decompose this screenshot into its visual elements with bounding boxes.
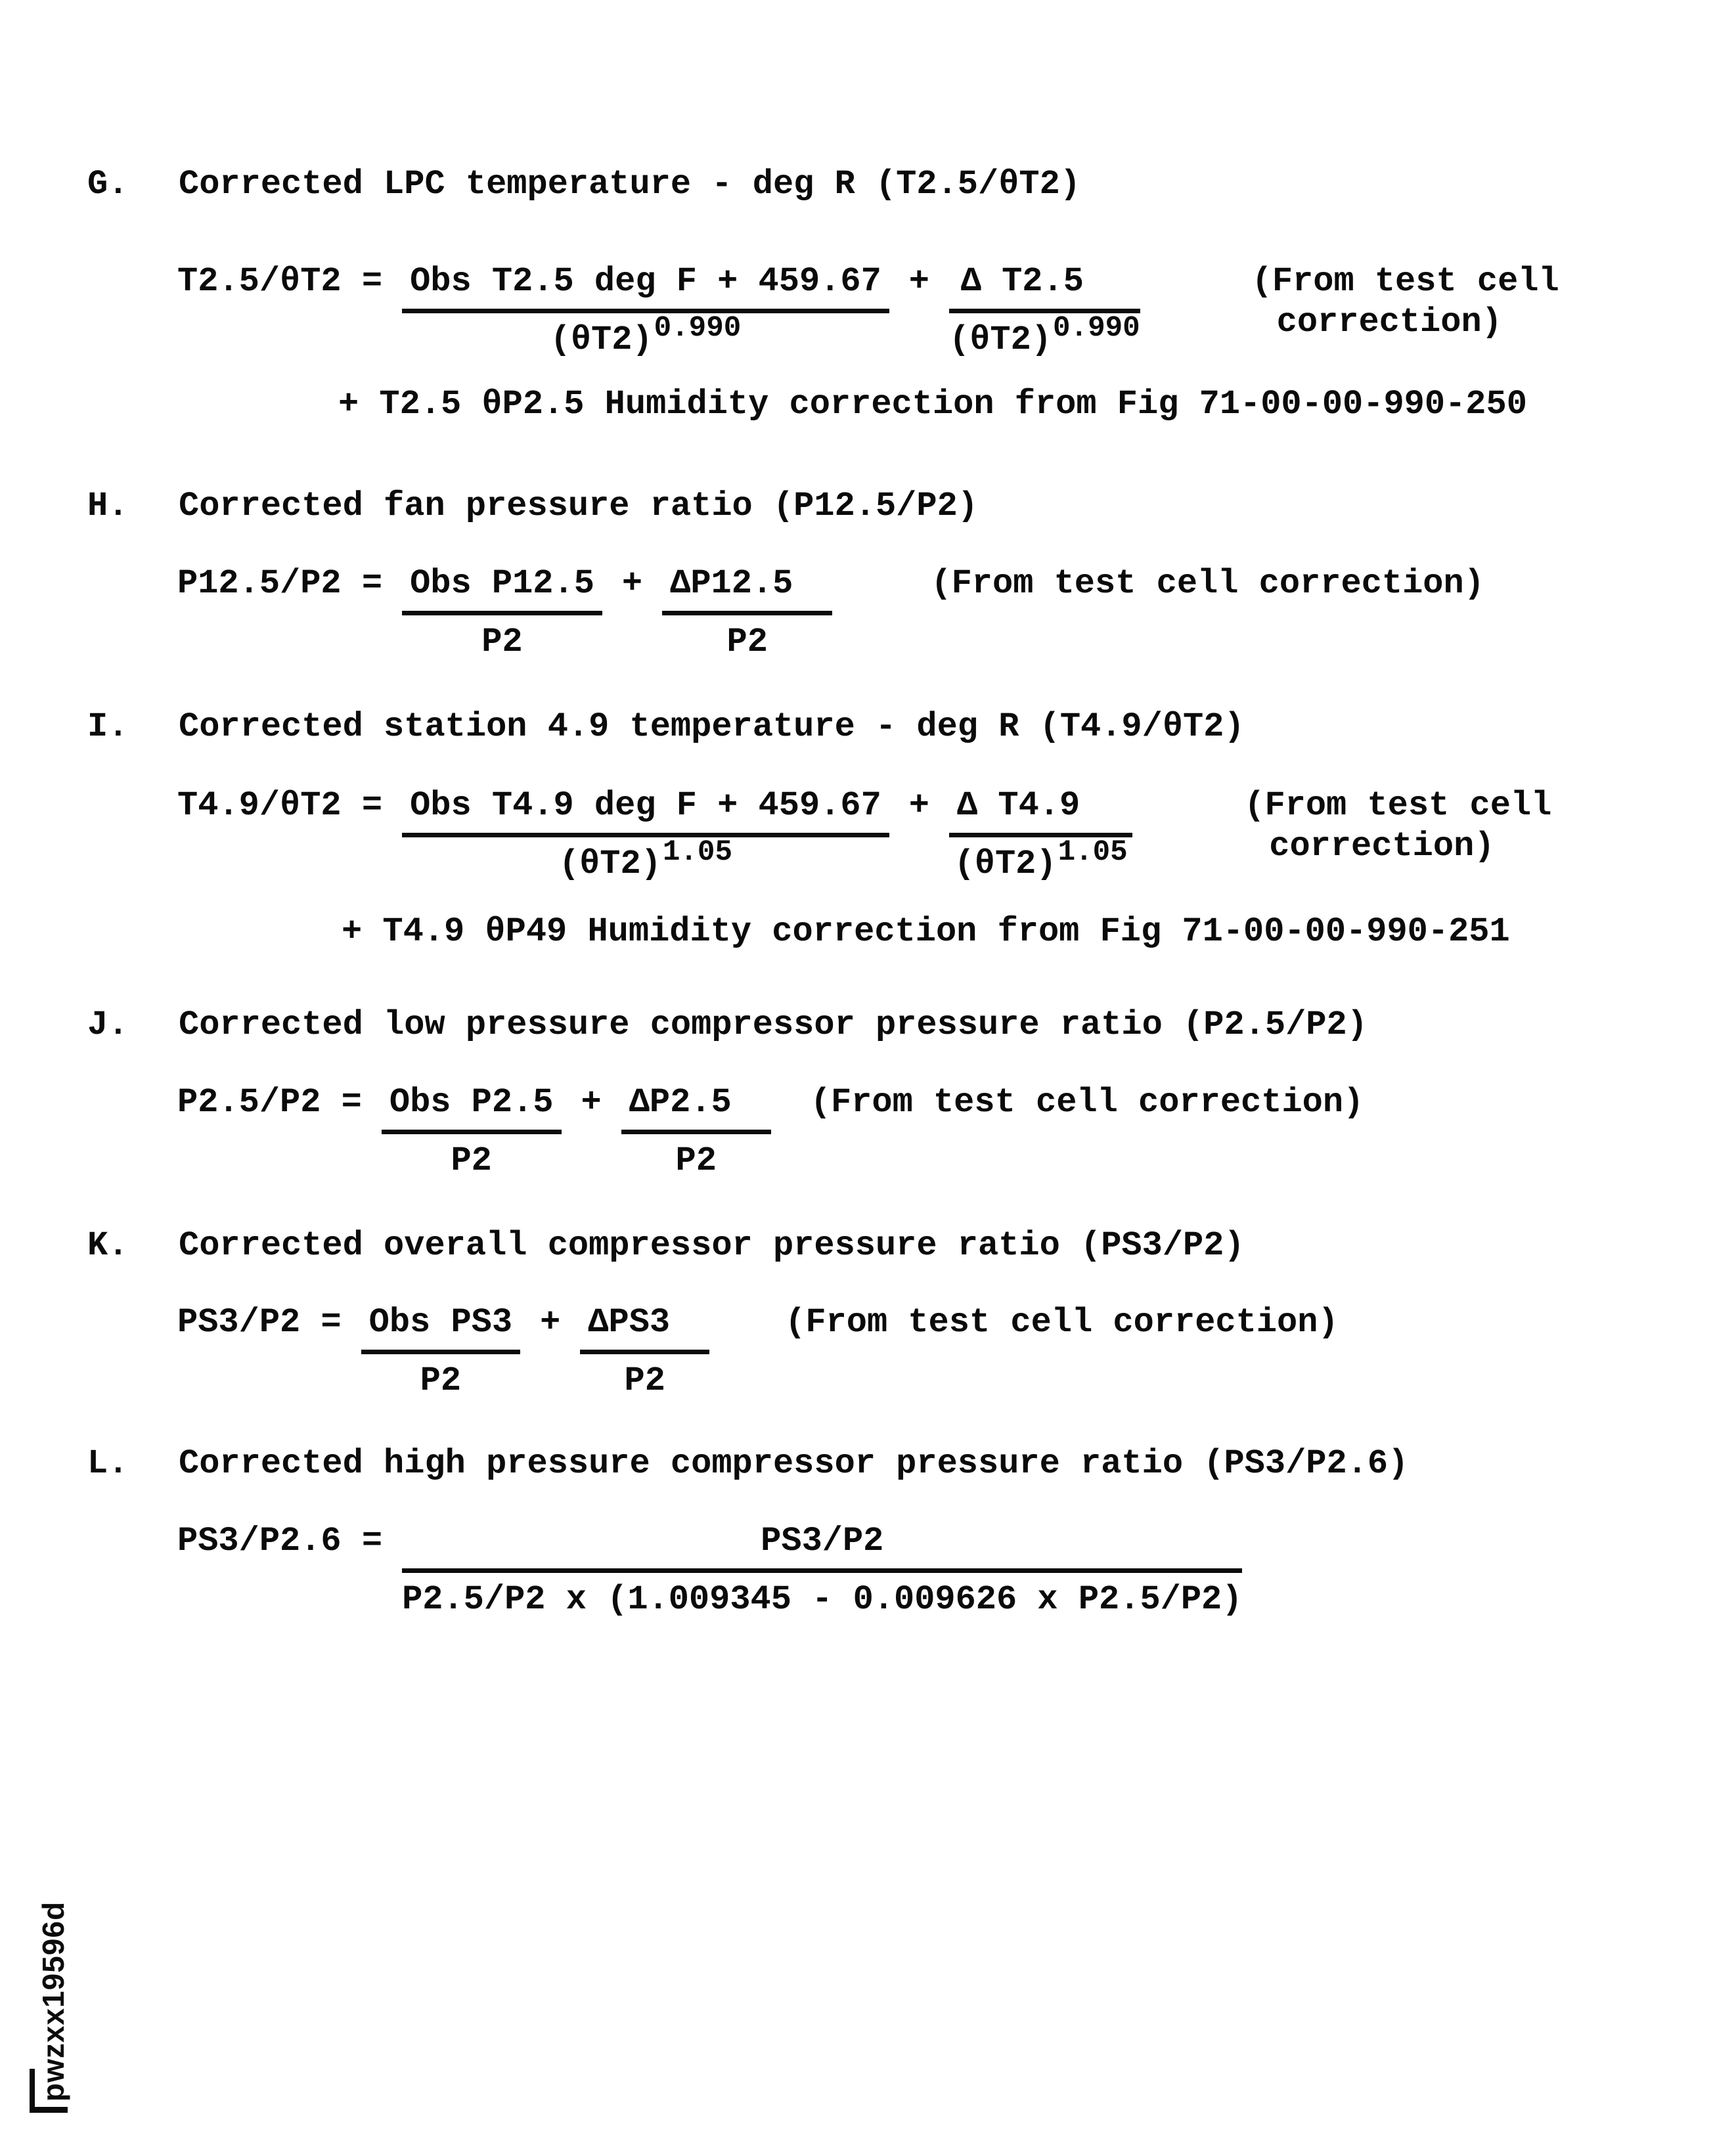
section-j-heading	[87, 1005, 1368, 1046]
section-i-title: Corrected station 4.9 temperature - deg R (T4.9/θT2)	[179, 707, 1245, 746]
fraction-numerator: ΔP2.5	[621, 1082, 771, 1134]
formula-note: (From test cell correction)	[931, 564, 1484, 603]
fraction	[580, 1302, 709, 1402]
fraction-denominator: P2.5/P2 x (1.009345 - 0.009626 x P2.5/P2)	[402, 1580, 1243, 1619]
fraction	[402, 563, 602, 663]
section-h-title: Corrected fan pressure ratio (P12.5/P2)	[179, 487, 978, 525]
fraction	[382, 1082, 562, 1182]
section-k-title: Corrected overall compressor pressure ratio (PS3/P2)	[179, 1226, 1245, 1265]
formula-note: (From test cell correction)	[810, 1083, 1364, 1122]
denominator-exponent: 1.05	[662, 836, 732, 870]
section-k-formula	[177, 1302, 1339, 1402]
section-i-humidity-note: + T4.9 θP49 Humidity correction from Fig 71-00-00-990-251	[342, 912, 1510, 951]
fraction-denominator: P2	[481, 623, 523, 661]
section-i-formula	[177, 785, 1551, 886]
fraction	[402, 261, 889, 362]
note-line-2: correction)	[1269, 827, 1495, 866]
section-l-heading	[87, 1444, 1408, 1484]
plus-operator: +	[540, 1303, 561, 1342]
fraction-denominator: P2	[420, 1361, 462, 1400]
formula-lhs: PS3/P2.6 =	[177, 1522, 383, 1560]
fraction	[662, 563, 832, 663]
section-h-heading	[87, 486, 978, 527]
fraction-numerator: Obs P12.5	[402, 563, 602, 615]
denominator-base: (θT2)	[558, 845, 661, 883]
section-k-heading	[87, 1226, 1245, 1266]
note-line-2: correction)	[1276, 303, 1502, 342]
section-i-heading	[87, 707, 1245, 747]
fraction-denominator: P2	[451, 1141, 492, 1180]
fraction-denominator	[949, 312, 1140, 362]
section-g-heading	[87, 164, 1080, 205]
section-j-letter: J.	[87, 1005, 129, 1044]
section-j-formula	[177, 1082, 1364, 1182]
section-k-letter: K.	[87, 1226, 129, 1265]
plus-operator: +	[908, 262, 929, 301]
section-l-title: Corrected high pressure compressor pressure ratio (PS3/P2.6)	[179, 1444, 1409, 1483]
denominator-exponent: 1.05	[1057, 836, 1128, 870]
fraction-denominator	[402, 836, 889, 886]
note-line-1: (From test cell	[1251, 262, 1559, 301]
plus-operator: +	[581, 1083, 602, 1122]
denominator-base: (θT2)	[954, 845, 1057, 883]
fraction-denominator	[402, 312, 889, 362]
section-g-letter: G.	[87, 165, 129, 204]
section-g-humidity-note: + T2.5 θP2.5 Humidity correction from Fig 71-00-00-990-250	[338, 385, 1527, 424]
note-line-1: (From test cell	[1244, 786, 1552, 825]
denominator-base: (θT2)	[949, 320, 1052, 359]
fraction-numerator: ΔP12.5	[662, 563, 832, 615]
plus-operator: +	[621, 564, 643, 603]
formula-lhs: P2.5/P2 =	[177, 1083, 362, 1122]
fraction-numerator: Obs T2.5 deg F + 459.67	[402, 261, 889, 313]
formula-note: (From test cell correction)	[785, 1303, 1339, 1342]
scan-code-watermark: pwzxx19596d	[36, 1901, 70, 2102]
formula-lhs: T2.5/θT2 =	[177, 262, 383, 301]
section-l-formula	[177, 1521, 1242, 1620]
fraction-numerator: Δ T2.5	[949, 261, 1140, 313]
fraction-denominator: P2	[726, 623, 768, 661]
fraction-numerator: Obs P2.5	[382, 1082, 562, 1134]
fraction-numerator: ΔPS3	[580, 1302, 709, 1354]
denominator-base: (θT2)	[550, 320, 653, 359]
formula-lhs: T4.9/θT2 =	[177, 786, 383, 825]
fraction-numerator: PS3/P2	[402, 1521, 1242, 1573]
fraction-numerator: Obs PS3	[361, 1302, 520, 1354]
formula-lhs: P12.5/P2 =	[177, 564, 383, 603]
formula-note	[1244, 785, 1551, 867]
fraction	[949, 785, 1132, 886]
fraction	[402, 1521, 1242, 1620]
fraction-denominator	[949, 836, 1132, 886]
section-l-letter: L.	[87, 1444, 129, 1483]
fraction	[361, 1302, 520, 1402]
plus-operator: +	[908, 786, 929, 825]
denominator-exponent: 0.990	[1053, 312, 1140, 345]
denominator-exponent: 0.990	[654, 312, 742, 345]
fraction-numerator: Δ T4.9	[949, 785, 1132, 837]
section-h-formula	[177, 563, 1484, 663]
section-h-letter: H.	[87, 487, 129, 525]
section-i-letter: I.	[87, 707, 129, 746]
fraction-numerator: Obs T4.9 deg F + 459.67	[402, 785, 889, 837]
section-g-formula	[177, 261, 1559, 362]
section-j-title: Corrected low pressure compressor pressure ratio (P2.5/P2)	[179, 1005, 1368, 1044]
fraction	[402, 785, 889, 886]
formula-lhs: PS3/P2 =	[177, 1303, 342, 1342]
formula-note	[1252, 261, 1559, 343]
section-g-title: Corrected LPC temperature - deg R (T2.5/θT2)	[179, 165, 1081, 204]
fraction-denominator: P2	[675, 1141, 717, 1180]
fraction-denominator: P2	[624, 1361, 665, 1400]
fraction	[621, 1082, 771, 1182]
fraction	[949, 261, 1140, 362]
